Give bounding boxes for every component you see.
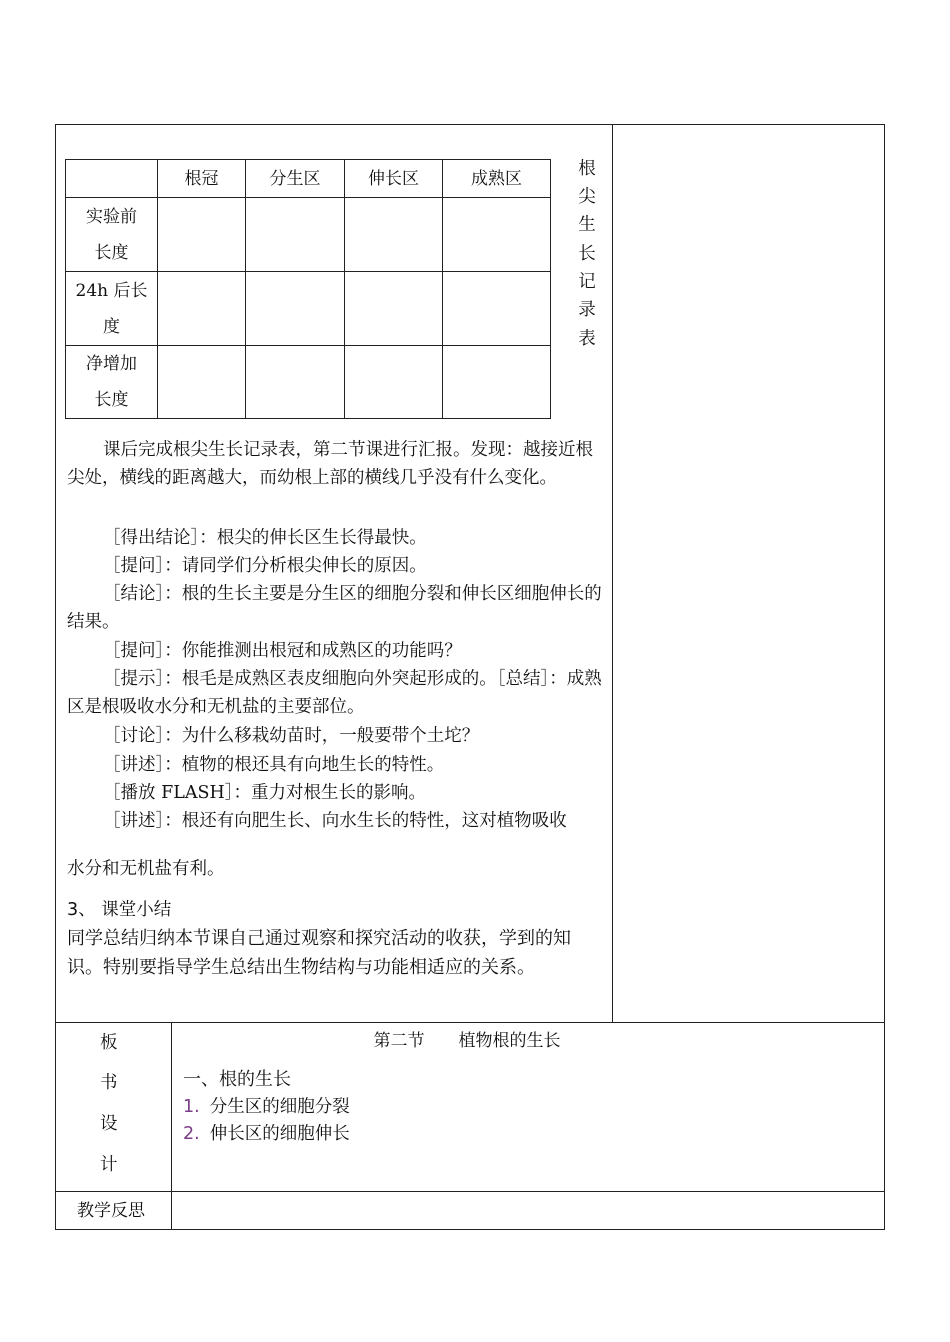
caption-char: 生 bbox=[578, 215, 596, 235]
board-label-char: 书 bbox=[100, 1073, 118, 1093]
outer-border-bottom bbox=[55, 1229, 885, 1230]
outer-border-left bbox=[55, 124, 56, 1230]
header-cell-root-cap: 根冠 bbox=[158, 160, 246, 198]
caption-char: 根 bbox=[578, 159, 596, 179]
row-label: 净增加 长度 bbox=[66, 346, 158, 419]
paragraph-findings: 课后完成根尖生长记录表，第二节课进行汇报。发现：越接近根尖处，横线的距离越大，而幼根上部的横线几乎没有什么变化。 bbox=[67, 440, 593, 488]
table-cell bbox=[246, 198, 345, 272]
teaching-reflection-label: 教学反思 bbox=[77, 1201, 145, 1221]
summary-text: 同学总结归纳本节课自己通过观察和探究活动的收获，学到的知识。特别要指导学生总结出生物结构与功能相适应的关系。 bbox=[67, 928, 571, 978]
table-cell bbox=[443, 198, 551, 272]
caption-char: 记 bbox=[578, 272, 596, 292]
caption-char: 录 bbox=[578, 300, 596, 320]
header-cell-elongation: 伸长区 bbox=[345, 160, 443, 198]
table-cell bbox=[345, 272, 443, 346]
list-number: 2. bbox=[183, 1124, 200, 1144]
table-cell bbox=[158, 198, 246, 272]
row-label: 24h 后长 度 bbox=[66, 272, 158, 346]
table-cell bbox=[158, 346, 246, 419]
list-text: 伸长区的细胞伸长 bbox=[209, 1124, 350, 1144]
paragraph-question-1: ［提问］：请同学们分析根尖伸长的原因。 bbox=[103, 556, 427, 576]
table-cell bbox=[246, 346, 345, 419]
paragraph-conclusion: ［得出结论］：根尖的伸长区生长得最快。 bbox=[103, 528, 427, 548]
paragraph-lecture-2: ［讲述］：根还有向肥生长、向水生长的特性，这对植物吸收 bbox=[103, 811, 567, 831]
caption-char: 表 bbox=[578, 329, 596, 349]
outer-border-right bbox=[884, 124, 885, 1230]
board-list-item-2 bbox=[183, 1120, 350, 1145]
paragraph-discussion: ［讨论］：为什么移栽幼苗时，一般要带个土坨？ bbox=[103, 726, 480, 746]
right-column-divider bbox=[612, 124, 613, 1023]
summary-heading: 3、 课堂小结 bbox=[67, 900, 172, 920]
table-cell bbox=[246, 272, 345, 346]
header-cell-empty bbox=[66, 160, 158, 198]
list-number: 1. bbox=[183, 1097, 200, 1117]
paragraph-hint: ［提示］：根毛是成熟区表皮细胞向外突起形成的。［总结］：成熟区是根吸收水分和无机盐的主要部位。 bbox=[67, 669, 602, 717]
reflection-row-top-border bbox=[55, 1191, 885, 1192]
board-label-char: 设 bbox=[100, 1114, 118, 1134]
table-header-row bbox=[66, 160, 551, 198]
list-text: 分生区的细胞分裂 bbox=[209, 1097, 350, 1117]
header-cell-maturation: 成熟区 bbox=[443, 160, 551, 198]
table-row bbox=[66, 198, 551, 272]
paragraph-question-2: ［提问］：你能推测出根冠和成熟区的功能吗？ bbox=[103, 641, 462, 661]
caption-char: 长 bbox=[578, 244, 596, 264]
table-cell bbox=[345, 198, 443, 272]
row-label: 实验前 长度 bbox=[66, 198, 158, 272]
board-label-divider bbox=[171, 1022, 172, 1230]
board-label-char: 板 bbox=[100, 1033, 118, 1053]
board-row-top-border bbox=[55, 1022, 885, 1023]
board-list-item-1 bbox=[183, 1093, 350, 1118]
paragraph-lecture-2-cont: 水分和无机盐有利。 bbox=[67, 859, 225, 879]
root-tip-growth-record-table bbox=[65, 159, 551, 419]
table-row bbox=[66, 346, 551, 419]
table-cell bbox=[443, 272, 551, 346]
outer-border-top bbox=[55, 124, 885, 125]
table-cell bbox=[158, 272, 246, 346]
paragraph-lecture-1: ［讲述］：植物的根还具有向地生长的特性。 bbox=[103, 755, 445, 775]
paragraph-flash: ［播放 FLASH］：重力对根生长的影响。 bbox=[103, 783, 426, 803]
table-row bbox=[66, 272, 551, 346]
board-label-char: 计 bbox=[100, 1155, 118, 1175]
board-subtitle: 一、根的生长 bbox=[183, 1069, 291, 1090]
table-cell bbox=[443, 346, 551, 419]
paragraph-result: ［结论］：根的生长主要是分生区的细胞分裂和伸长区细胞伸长的结果。 bbox=[67, 584, 602, 632]
header-cell-meristem: 分生区 bbox=[246, 160, 345, 198]
board-title: 第二节 植物根的生长 bbox=[373, 1031, 561, 1051]
caption-char: 尖 bbox=[578, 187, 596, 207]
table-cell bbox=[345, 346, 443, 419]
